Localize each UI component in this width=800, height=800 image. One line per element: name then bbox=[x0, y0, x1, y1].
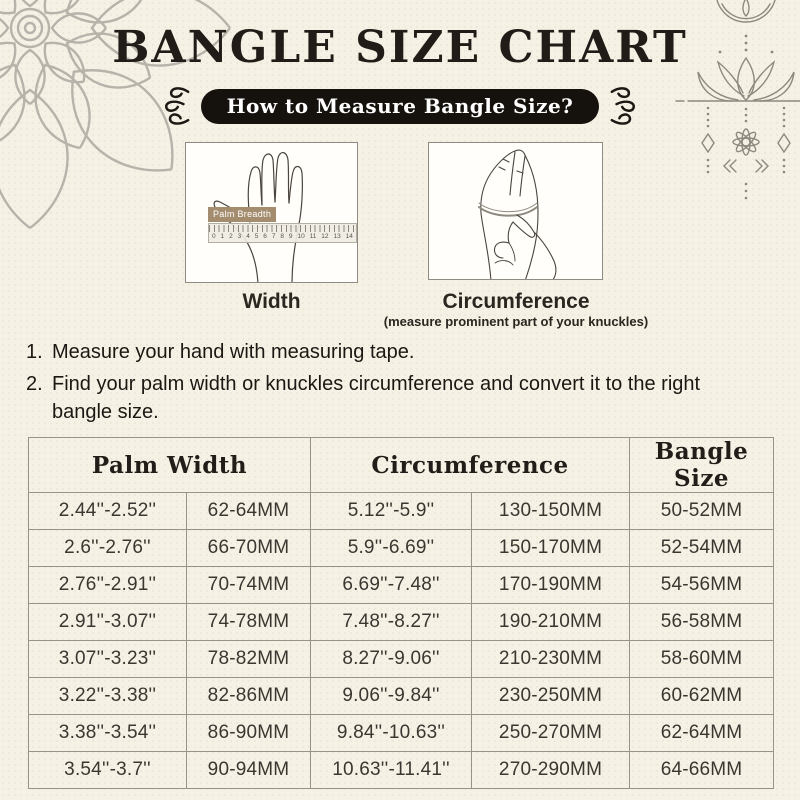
table-cell: 9.84''-10.63'' bbox=[311, 715, 472, 752]
table-header-row bbox=[29, 438, 774, 493]
ruler-number: 10 bbox=[297, 233, 305, 240]
instruction-1 bbox=[26, 338, 748, 366]
table-cell: 66-70MM bbox=[187, 530, 311, 567]
table-cell: 64-66MM bbox=[630, 752, 774, 789]
table-cell: 50-52MM bbox=[630, 493, 774, 530]
table-cell: 3.22''-3.38'' bbox=[29, 678, 187, 715]
table-row bbox=[29, 641, 774, 678]
header-circumference: Circumference bbox=[311, 438, 630, 493]
table-cell: 210-230MM bbox=[472, 641, 630, 678]
table-cell: 62-64MM bbox=[187, 493, 311, 530]
table-row bbox=[29, 567, 774, 604]
how-to-measure-header bbox=[0, 84, 800, 128]
table-cell: 3.07''-3.23'' bbox=[29, 641, 187, 678]
width-illustration bbox=[185, 142, 358, 283]
bangle-size-table bbox=[28, 437, 774, 789]
table-cell: 7.48''-8.27'' bbox=[311, 604, 472, 641]
table-cell: 62-64MM bbox=[630, 715, 774, 752]
ruler-number: 1 bbox=[220, 233, 225, 240]
ruler-number: 2 bbox=[229, 233, 233, 240]
instructions bbox=[26, 338, 748, 430]
table-cell: 150-170MM bbox=[472, 530, 630, 567]
ruler-number: 0 bbox=[212, 233, 216, 240]
table-cell: 54-56MM bbox=[630, 567, 774, 604]
header-palm-width: Palm Width bbox=[29, 438, 311, 493]
table-row bbox=[29, 752, 774, 789]
table-cell: 2.6''-2.76'' bbox=[29, 530, 187, 567]
ruler-number: 8 bbox=[280, 233, 284, 240]
table-cell: 3.38''-3.54'' bbox=[29, 715, 187, 752]
table-row bbox=[29, 678, 774, 715]
table-row bbox=[29, 530, 774, 567]
page-title: BANGLE SIZE CHART bbox=[112, 22, 688, 73]
ruler-number: 11 bbox=[309, 233, 317, 240]
table-cell: 74-78MM bbox=[187, 604, 311, 641]
table-cell: 2.76''-2.91'' bbox=[29, 567, 187, 604]
ruler-numbers bbox=[209, 232, 356, 241]
header-bangle-size: Bangle Size bbox=[630, 438, 774, 493]
flourish-left-icon bbox=[157, 84, 191, 128]
how-to-measure-badge: How to Measure Bangle Size? bbox=[201, 89, 600, 124]
ruler-number: 3 bbox=[237, 233, 242, 240]
table-cell: 170-190MM bbox=[472, 567, 630, 604]
knuckle-measure-hand-icon bbox=[429, 143, 603, 280]
size-table-body bbox=[29, 493, 774, 789]
instruction-2-text: Find your palm width or knuckles circumference and convert it to the right bangle size. bbox=[52, 373, 701, 423]
ruler bbox=[208, 223, 357, 243]
table-cell: 78-82MM bbox=[187, 641, 311, 678]
instruction-2-number: 2. bbox=[26, 373, 43, 395]
ruler-number: 9 bbox=[288, 233, 293, 240]
table-cell: 8.27''-9.06'' bbox=[311, 641, 472, 678]
table-cell: 270-290MM bbox=[472, 752, 630, 789]
table-cell: 130-150MM bbox=[472, 493, 630, 530]
table-row bbox=[29, 604, 774, 641]
table-cell: 82-86MM bbox=[187, 678, 311, 715]
table-cell: 2.44''-2.52'' bbox=[29, 493, 187, 530]
flourish-right-icon bbox=[609, 84, 643, 128]
ruler-number: 12 bbox=[321, 233, 329, 240]
ruler-number: 4 bbox=[246, 233, 250, 240]
table-cell: 90-94MM bbox=[187, 752, 311, 789]
ruler-number: 14 bbox=[345, 233, 353, 240]
table-cell: 70-74MM bbox=[187, 567, 311, 604]
table-cell: 10.63''-11.41'' bbox=[311, 752, 472, 789]
table-cell: 52-54MM bbox=[630, 530, 774, 567]
table-cell: 5.9''-6.69'' bbox=[311, 530, 472, 567]
table-cell: 86-90MM bbox=[187, 715, 311, 752]
instruction-1-text: Measure your hand with measuring tape. bbox=[52, 341, 415, 363]
table-cell: 6.69''-7.48'' bbox=[311, 567, 472, 604]
ruler-number: 13 bbox=[333, 233, 341, 240]
table-cell: 3.54''-3.7'' bbox=[29, 752, 187, 789]
ruler-number: 5 bbox=[254, 233, 259, 240]
ruler-number: 7 bbox=[271, 233, 276, 240]
instruction-1-number: 1. bbox=[26, 341, 43, 363]
table-cell: 250-270MM bbox=[472, 715, 630, 752]
table-cell: 230-250MM bbox=[472, 678, 630, 715]
table-row bbox=[29, 493, 774, 530]
table-cell: 190-210MM bbox=[472, 604, 630, 641]
palm-breadth-label: Palm Breadth bbox=[208, 207, 276, 222]
ruler-number: 6 bbox=[263, 233, 267, 240]
table-cell: 56-58MM bbox=[630, 604, 774, 641]
table-cell: 9.06''-9.84'' bbox=[311, 678, 472, 715]
circumference-illustration bbox=[428, 142, 603, 280]
instruction-2 bbox=[26, 370, 748, 426]
table-cell: 5.12''-5.9'' bbox=[311, 493, 472, 530]
table-cell: 2.91''-3.07'' bbox=[29, 604, 187, 641]
width-caption: Width bbox=[242, 290, 301, 313]
table-row bbox=[29, 715, 774, 752]
table-cell: 58-60MM bbox=[630, 641, 774, 678]
circumference-caption: Circumference bbox=[442, 290, 590, 313]
ruler-ticks bbox=[209, 225, 356, 232]
circumference-note: (measure prominent part of your knuckles) bbox=[383, 314, 649, 329]
table-cell: 60-62MM bbox=[630, 678, 774, 715]
